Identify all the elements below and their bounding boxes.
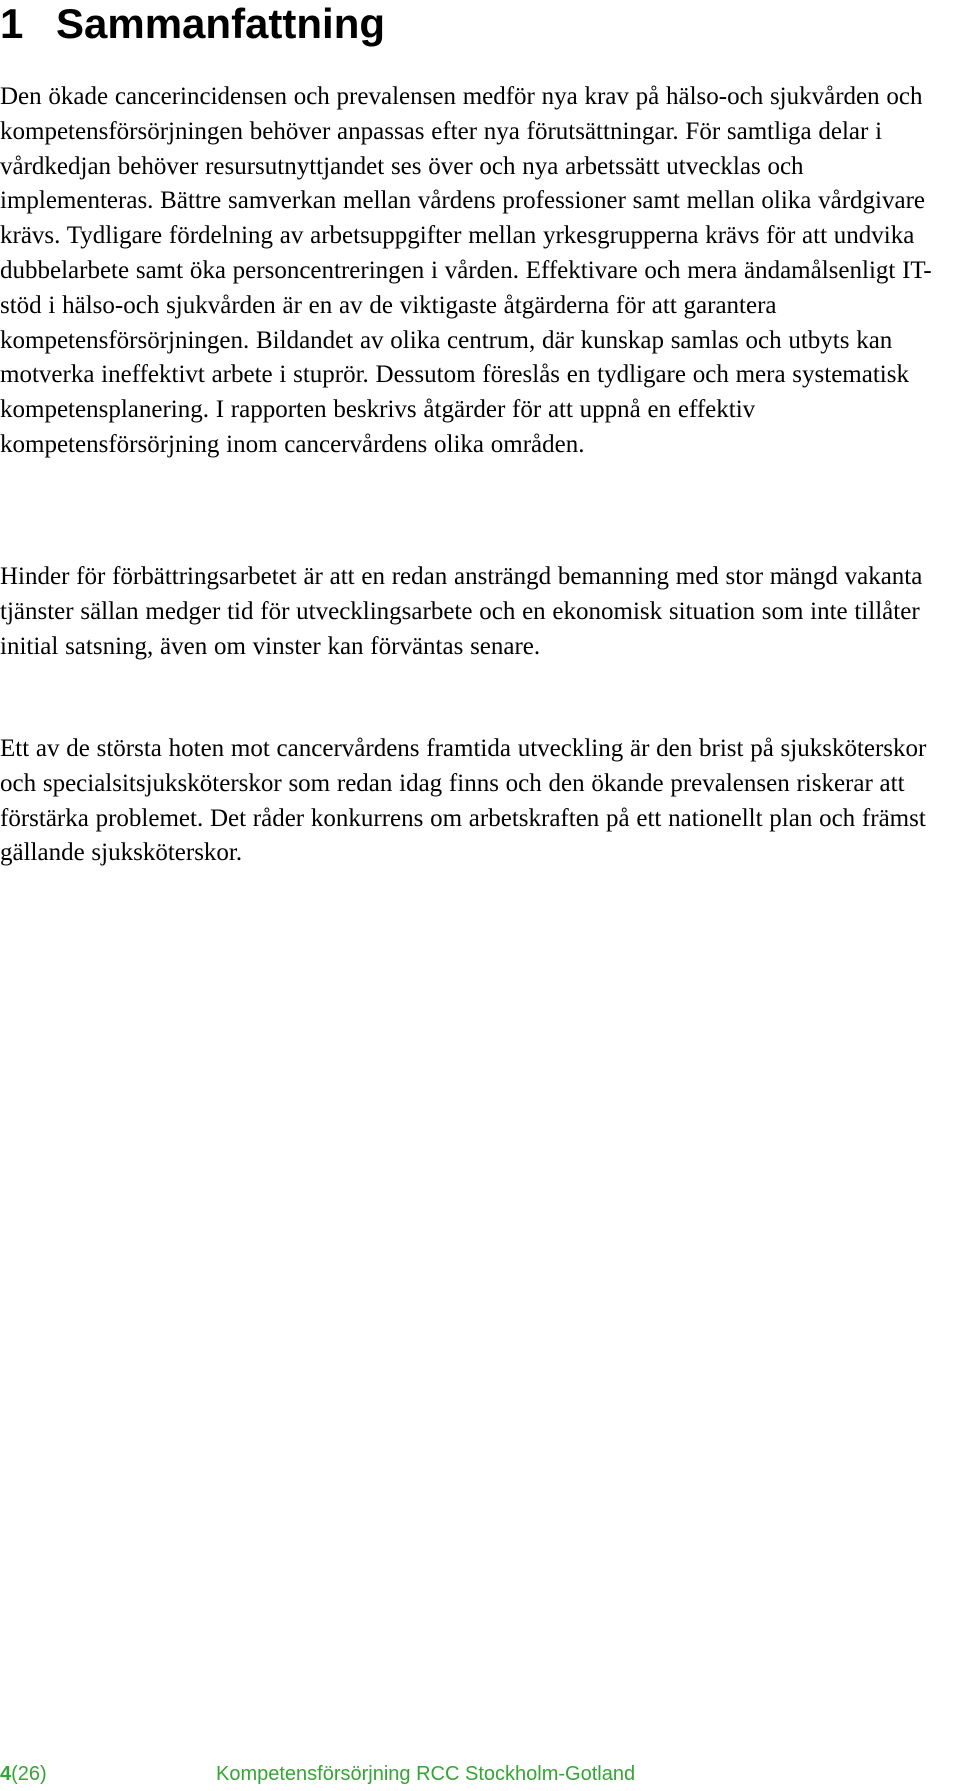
paragraph-obstacles: Hinder för förbättringsarbetet är att en redan ansträngd bemanning med stor mängd vakanta tjänster sällan medger tid för utvecklingsarbete och en ekonomisk situation som inte tillåter initial satsning, även om vinster kan förväntas senare. [0, 563, 923, 660]
section-title: Sammanfattning [56, 0, 386, 47]
page-number [0, 1763, 47, 1785]
page-footer [0, 1762, 960, 1786]
page-current: 4 [0, 1763, 12, 1785]
paragraph-summary: Den ökade cancerincidensen och prevalensen medför nya krav på hälso-och sjukvården och kompetensförsörjningen behöver anpassas efter nya förutsättningar. För samtliga delar i vårdkedjan behöver resursutnyttjandet ses över och nya arbetssätt utvecklas och implementeras. Bättre samverkan mellan vårdens professioner samt mellan olika vårdgivare krävs. Tydligare fördelning av arbetsuppgifter mellan yrkesgrupperna krävs för att undvika dubbelarbete samt öka personcentreringen i vården. Effektivare och mera ändamålsenligt IT-stöd i hälso-och sjukvården är en av de viktigaste åtgärderna för att garantera kompetensförsörjningen. Bildandet av olika centrum, där kunskap samlas och utbyts kan motverka ineffektivt arbete i stuprör. Dessutom föreslås en tydligare och mera systematisk kompetensplanering. I rapporten beskrivs åtgärder för att uppnå en effektiv kompetensförsörjning inom cancervårdens olika områden. [0, 83, 932, 458]
paragraph-threats: Ett av de största hoten mot cancervårdens framtida utveckling är den brist på sjuksköterskor och specialsitsjuksköterskor som redan idag finns och den ökande prevalensen riskerar att förstärka problemet. Det råder konkurrens om arbetskraften på ett nationellt plan och främst gällande sjuksköterskor. [0, 735, 927, 867]
section-number: 1 [0, 0, 24, 47]
document-title: Kompetensförsörjning RCC Stockholm-Gotland [216, 1763, 636, 1785]
section-heading [0, 2, 385, 46]
page-total: (26) [11, 1763, 47, 1785]
